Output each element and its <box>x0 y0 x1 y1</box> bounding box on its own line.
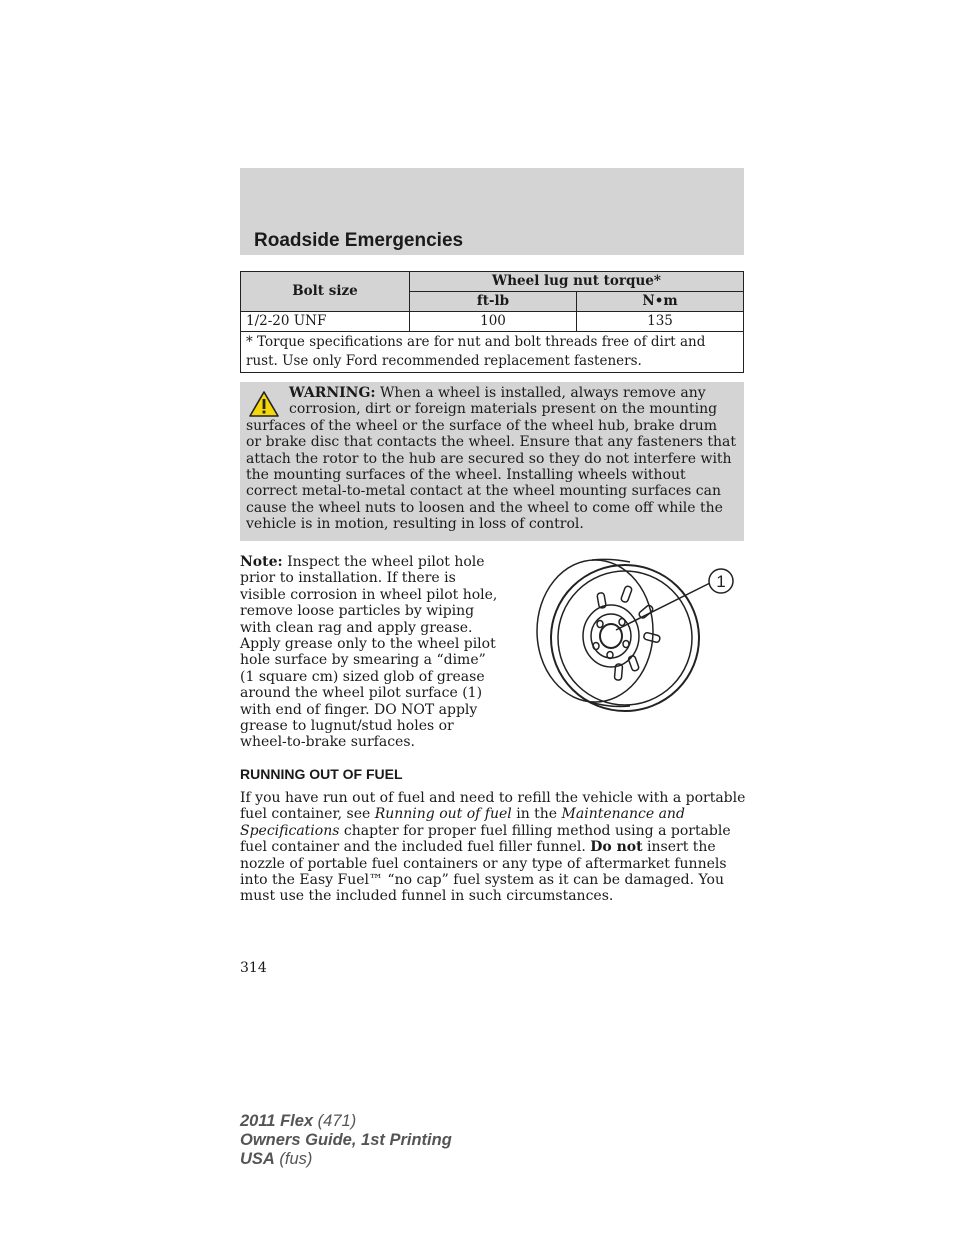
page-title: Roadside Emergencies <box>254 230 464 251</box>
cell-ftlb: 100 <box>410 312 577 332</box>
cell-nm: 135 <box>577 312 744 332</box>
col-header-bolt-size: Bolt size <box>241 272 410 312</box>
callout-label: 1 <box>716 572 726 591</box>
torque-table <box>240 271 744 373</box>
page-number: 314 <box>240 960 267 976</box>
ref-running-out-of-fuel: Running out of fuel <box>374 806 512 823</box>
table-row <box>241 312 744 332</box>
note-label: Note: <box>240 554 283 570</box>
footer: 2011 Flex (471) Owners Guide, 1st Printing USA (fus) <box>240 1112 452 1168</box>
warning-text: WARNING: When a wheel is installed, always remove any corrosion, dirt or foreign materials present on the mounting surfaces of the wheel or the surface of the wheel hub, brake drum or brake disc that contacts the wheel. Ensure that any fasteners that attach the rotor to the hub are secured so they do not interfere with the mounting surfaces of the wheel. Installing wheels without correct metal-to-metal contact at the wheel mounting surfaces can cause the wheel nuts to loosen and the wheel to come off while the vehicle is in motion, resulting in loss of control. <box>246 385 736 533</box>
ref-maintenance-chapter: Maintenance and Specifications <box>240 806 685 839</box>
col-header-torque: Wheel lug nut torque* <box>410 272 744 292</box>
header-band <box>240 168 744 255</box>
table-footnote: * Torque specifications are for nut and bolt threads free of dirt and rust. Use only Ford recommended replacement fasteners. <box>241 332 744 373</box>
fuel-paragraph: If you have run out of fuel and need to refill the vehicle with a portable fuel container, see Running out of fuel in the Maintenance and Specifications chapter for proper fuel filling method using a portable fuel container and the included fuel filler funnel. Do not insert the nozzle of portable fuel containers or any type of aftermarket funnels into the Easy Fuel™ “no cap” fuel system as it can be damaged. You must use the included funnel in such circumstances. <box>240 790 746 905</box>
col-header-ftlb: ft-lb <box>410 292 577 312</box>
note-paragraph: Note: Inspect the wheel pilot hole prior to installation. If there is visible corrosion in wheel pilot hole, remove loose particles by wiping with clean rag and apply grease. Apply grease only to the wheel pilot hole surface by smearing a “dime” (1 square cm) sized glob of grease around the wheel pilot surface (1) with end of finger. DO NOT apply grease to lugnut/stud holes or wheel-to-brake surfaces. <box>240 554 498 751</box>
cell-bolt-size: 1/2-20 UNF <box>241 312 410 332</box>
section-heading: RUNNING OUT OF FUEL <box>240 766 403 782</box>
col-header-nm: N•m <box>577 292 744 312</box>
warning-box <box>240 382 744 541</box>
warning-label: WARNING: <box>289 385 376 401</box>
wheel-illustration <box>530 556 740 718</box>
